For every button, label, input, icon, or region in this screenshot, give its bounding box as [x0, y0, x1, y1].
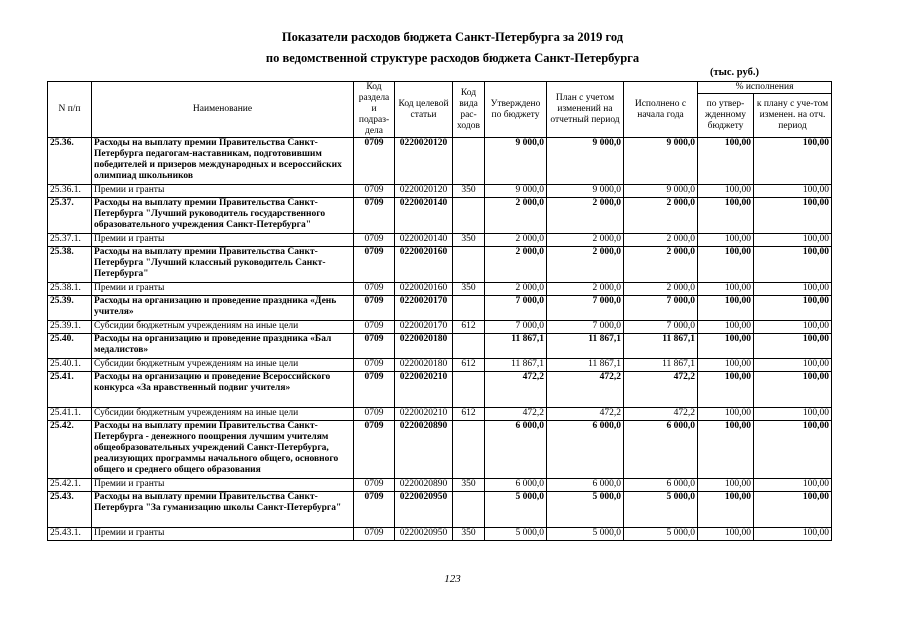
row-type-code: 350	[453, 528, 485, 541]
row-type-code: 612	[453, 408, 485, 421]
row-percent-approved: 100,00	[698, 421, 754, 479]
row-section-code: 0709	[354, 283, 395, 296]
row-name: Премии и гранты	[92, 283, 354, 296]
document-title: Показатели расходов бюджета Санкт-Петербурга за 2019 год	[281, 30, 624, 44]
row-number: 25.38.1.	[48, 283, 92, 296]
row-percent-approved: 100,00	[698, 492, 754, 528]
row-plan: 11 867,1	[547, 359, 624, 372]
row-percent-approved: 100,00	[698, 321, 754, 334]
row-target-code: 0220020160	[395, 283, 453, 296]
row-section-code: 0709	[354, 421, 395, 479]
table-row	[48, 247, 832, 283]
row-approved: 2 000,0	[485, 234, 547, 247]
row-approved: 7 000,0	[485, 321, 547, 334]
row-plan: 6 000,0	[547, 421, 624, 479]
row-percent-plan: 100,00	[754, 334, 832, 359]
row-approved: 5 000,0	[485, 492, 547, 528]
header-num: N п/п	[48, 82, 92, 138]
row-section-code: 0709	[354, 198, 395, 234]
table-row	[48, 372, 832, 408]
row-type-code	[453, 492, 485, 528]
row-name: Расходы на организацию и проведение праздника «Бал медалистов»	[92, 334, 354, 359]
units-label: (тыс. руб.)	[710, 67, 759, 78]
row-approved: 472,2	[485, 408, 547, 421]
row-target-code: 0220020120	[395, 138, 453, 185]
row-number: 25.37.1.	[48, 234, 92, 247]
row-name: Премии и гранты	[92, 234, 354, 247]
row-percent-approved: 100,00	[698, 372, 754, 408]
table-row	[48, 296, 832, 321]
row-plan: 5 000,0	[547, 528, 624, 541]
row-type-code	[453, 421, 485, 479]
row-percent-plan: 100,00	[754, 359, 832, 372]
row-number: 25.43.	[48, 492, 92, 528]
table-row	[48, 234, 832, 247]
row-approved: 6 000,0	[485, 479, 547, 492]
row-executed: 11 867,1	[624, 334, 698, 359]
row-number: 25.39.1.	[48, 321, 92, 334]
row-percent-plan: 100,00	[754, 283, 832, 296]
row-plan: 7 000,0	[547, 296, 624, 321]
row-type-code: 350	[453, 283, 485, 296]
row-target-code: 0220020890	[395, 479, 453, 492]
header-percent-group: % исполнения	[698, 82, 832, 94]
row-name: Субсидии бюджетным учреждениям на иные цели	[92, 408, 354, 421]
row-executed: 7 000,0	[624, 321, 698, 334]
row-number: 25.38.	[48, 247, 92, 283]
row-percent-approved: 100,00	[698, 138, 754, 185]
row-plan: 5 000,0	[547, 492, 624, 528]
row-type-code	[453, 138, 485, 185]
table-row	[48, 408, 832, 421]
row-percent-plan: 100,00	[754, 138, 832, 185]
row-type-code	[453, 334, 485, 359]
row-number: 25.40.	[48, 334, 92, 359]
row-number: 25.37.	[48, 198, 92, 234]
row-executed: 2 000,0	[624, 283, 698, 296]
row-section-code: 0709	[354, 334, 395, 359]
row-target-code: 0220020140	[395, 234, 453, 247]
row-name: Субсидии бюджетным учреждениям на иные цели	[92, 359, 354, 372]
row-approved: 11 867,1	[485, 334, 547, 359]
row-type-code: 612	[453, 321, 485, 334]
table-row	[48, 198, 832, 234]
row-number: 25.42.1.	[48, 479, 92, 492]
row-approved: 7 000,0	[485, 296, 547, 321]
row-section-code: 0709	[354, 138, 395, 185]
header-approved: Утверждено по бюджету	[485, 82, 547, 138]
row-section-code: 0709	[354, 185, 395, 198]
row-approved: 9 000,0	[485, 138, 547, 185]
row-executed: 6 000,0	[624, 479, 698, 492]
row-section-code: 0709	[354, 359, 395, 372]
row-number: 25.42.	[48, 421, 92, 479]
table-row	[48, 334, 832, 359]
row-type-code	[453, 372, 485, 408]
row-number: 25.40.1.	[48, 359, 92, 372]
row-plan: 2 000,0	[547, 234, 624, 247]
row-percent-plan: 100,00	[754, 185, 832, 198]
row-section-code: 0709	[354, 372, 395, 408]
table-row	[48, 283, 832, 296]
row-name: Премии и гранты	[92, 479, 354, 492]
row-type-code	[453, 296, 485, 321]
row-section-code: 0709	[354, 492, 395, 528]
row-percent-plan: 100,00	[754, 372, 832, 408]
row-percent-plan: 100,00	[754, 408, 832, 421]
row-executed: 6 000,0	[624, 421, 698, 479]
row-executed: 7 000,0	[624, 296, 698, 321]
row-percent-approved: 100,00	[698, 479, 754, 492]
row-plan: 472,2	[547, 408, 624, 421]
row-percent-approved: 100,00	[698, 296, 754, 321]
row-executed: 9 000,0	[624, 138, 698, 185]
table-row	[48, 321, 832, 334]
row-target-code: 0220020180	[395, 334, 453, 359]
row-name: Субсидии бюджетным учреждениям на иные цели	[92, 321, 354, 334]
row-type-code	[453, 198, 485, 234]
header-percent-approved: по утвер-жденному бюджету	[698, 94, 754, 138]
row-target-code: 0220020170	[395, 296, 453, 321]
row-percent-approved: 100,00	[698, 234, 754, 247]
header-type-code: Код вида рас-ходов	[453, 82, 485, 138]
row-name: Расходы на выплату премии Правительства Санкт-Петербурга "За гуманизацию школы Санкт-Петербурга"	[92, 492, 354, 528]
row-target-code: 0220020120	[395, 185, 453, 198]
row-section-code: 0709	[354, 479, 395, 492]
row-number: 25.43.1.	[48, 528, 92, 541]
row-approved: 472,2	[485, 372, 547, 408]
row-target-code: 0220020180	[395, 359, 453, 372]
row-plan: 9 000,0	[547, 185, 624, 198]
row-number: 25.36.1.	[48, 185, 92, 198]
row-executed: 9 000,0	[624, 185, 698, 198]
row-percent-approved: 100,00	[698, 185, 754, 198]
row-name: Расходы на организацию и проведение праздника «День учителя»	[92, 296, 354, 321]
header-section-code: Код раздела и подраз-дела	[354, 82, 395, 138]
row-number: 25.41.	[48, 372, 92, 408]
table-row	[48, 138, 832, 185]
row-approved: 2 000,0	[485, 198, 547, 234]
row-name: Расходы на выплату премии Правительства Санкт-Петербурга - денежного поощрения лучшим учителям общеобразовательных учреждений Санкт-Петербурга, реализующих программы начального общего, основного общего и среднего общего образования	[92, 421, 354, 479]
row-executed: 11 867,1	[624, 359, 698, 372]
table-row	[48, 479, 832, 492]
row-percent-plan: 100,00	[754, 321, 832, 334]
row-plan: 2 000,0	[547, 283, 624, 296]
row-plan: 6 000,0	[547, 479, 624, 492]
row-plan: 2 000,0	[547, 198, 624, 234]
row-name: Премии и гранты	[92, 528, 354, 541]
row-target-code: 0220020210	[395, 408, 453, 421]
row-executed: 2 000,0	[624, 198, 698, 234]
row-name: Расходы на организацию и проведение Всероссийского конкурса «За нравственный подвиг учителя»	[92, 372, 354, 408]
row-type-code: 350	[453, 185, 485, 198]
row-number: 25.39.	[48, 296, 92, 321]
row-number: 25.41.1.	[48, 408, 92, 421]
row-type-code	[453, 247, 485, 283]
row-number: 25.36.	[48, 138, 92, 185]
row-name: Расходы на выплату премии Правительства Санкт-Петербурга "Лучший руководитель государственного образовательного учреждения Санкт-Петербурга"	[92, 198, 354, 234]
row-approved: 9 000,0	[485, 185, 547, 198]
table-row	[48, 492, 832, 528]
row-target-code: 0220020170	[395, 321, 453, 334]
row-approved: 2 000,0	[485, 247, 547, 283]
row-percent-approved: 100,00	[698, 408, 754, 421]
row-target-code: 0220020160	[395, 247, 453, 283]
row-target-code: 0220020950	[395, 528, 453, 541]
row-type-code: 350	[453, 234, 485, 247]
row-percent-plan: 100,00	[754, 421, 832, 479]
row-approved: 11 867,1	[485, 359, 547, 372]
row-executed: 2 000,0	[624, 247, 698, 283]
row-percent-approved: 100,00	[698, 359, 754, 372]
document-subtitle: по ведомственной структуре расходов бюджета Санкт-Петербурга	[265, 51, 640, 65]
header-target-code: Код целевой статьи	[395, 82, 453, 138]
row-section-code: 0709	[354, 321, 395, 334]
row-target-code: 0220020140	[395, 198, 453, 234]
row-target-code: 0220020950	[395, 492, 453, 528]
row-type-code: 612	[453, 359, 485, 372]
row-percent-plan: 100,00	[754, 234, 832, 247]
table-row	[48, 421, 832, 479]
row-plan: 2 000,0	[547, 247, 624, 283]
row-executed: 472,2	[624, 408, 698, 421]
row-percent-plan: 100,00	[754, 528, 832, 541]
page-number: 123	[444, 573, 461, 585]
row-plan: 472,2	[547, 372, 624, 408]
row-approved: 5 000,0	[485, 528, 547, 541]
row-plan: 7 000,0	[547, 321, 624, 334]
row-percent-plan: 100,00	[754, 296, 832, 321]
row-name: Расходы на выплату премии Правительства Санкт-Петербурга педагогам-наставникам, подготовившим победителей и призеров международных и всероссийских олимпиад школьников	[92, 138, 354, 185]
row-percent-approved: 100,00	[698, 528, 754, 541]
row-plan: 11 867,1	[547, 334, 624, 359]
row-approved: 2 000,0	[485, 283, 547, 296]
header-percent-plan: к плану с уче-том изменен. на отч. период	[754, 94, 832, 138]
row-executed: 5 000,0	[624, 492, 698, 528]
row-percent-approved: 100,00	[698, 283, 754, 296]
row-executed: 5 000,0	[624, 528, 698, 541]
row-name: Премии и гранты	[92, 185, 354, 198]
table-row	[48, 185, 832, 198]
row-section-code: 0709	[354, 528, 395, 541]
row-executed: 472,2	[624, 372, 698, 408]
row-percent-approved: 100,00	[698, 247, 754, 283]
row-approved: 6 000,0	[485, 421, 547, 479]
row-section-code: 0709	[354, 408, 395, 421]
row-section-code: 0709	[354, 296, 395, 321]
row-percent-plan: 100,00	[754, 247, 832, 283]
table-row	[48, 528, 832, 541]
row-target-code: 0220020210	[395, 372, 453, 408]
row-section-code: 0709	[354, 234, 395, 247]
header-executed: Исполнено с начала года	[624, 82, 698, 138]
row-plan: 9 000,0	[547, 138, 624, 185]
row-target-code: 0220020890	[395, 421, 453, 479]
budget-table	[47, 81, 832, 541]
row-percent-approved: 100,00	[698, 198, 754, 234]
row-percent-plan: 100,00	[754, 492, 832, 528]
table-row	[48, 359, 832, 372]
row-executed: 2 000,0	[624, 234, 698, 247]
header-plan: План с учетом изменений на отчетный период	[547, 82, 624, 138]
row-type-code: 350	[453, 479, 485, 492]
row-section-code: 0709	[354, 247, 395, 283]
row-percent-plan: 100,00	[754, 198, 832, 234]
row-percent-approved: 100,00	[698, 334, 754, 359]
header-name: Наименование	[92, 82, 354, 138]
row-name: Расходы на выплату премии Правительства Санкт-Петербурга "Лучший классный руководитель Санкт-Петербурга"	[92, 247, 354, 283]
row-percent-plan: 100,00	[754, 479, 832, 492]
